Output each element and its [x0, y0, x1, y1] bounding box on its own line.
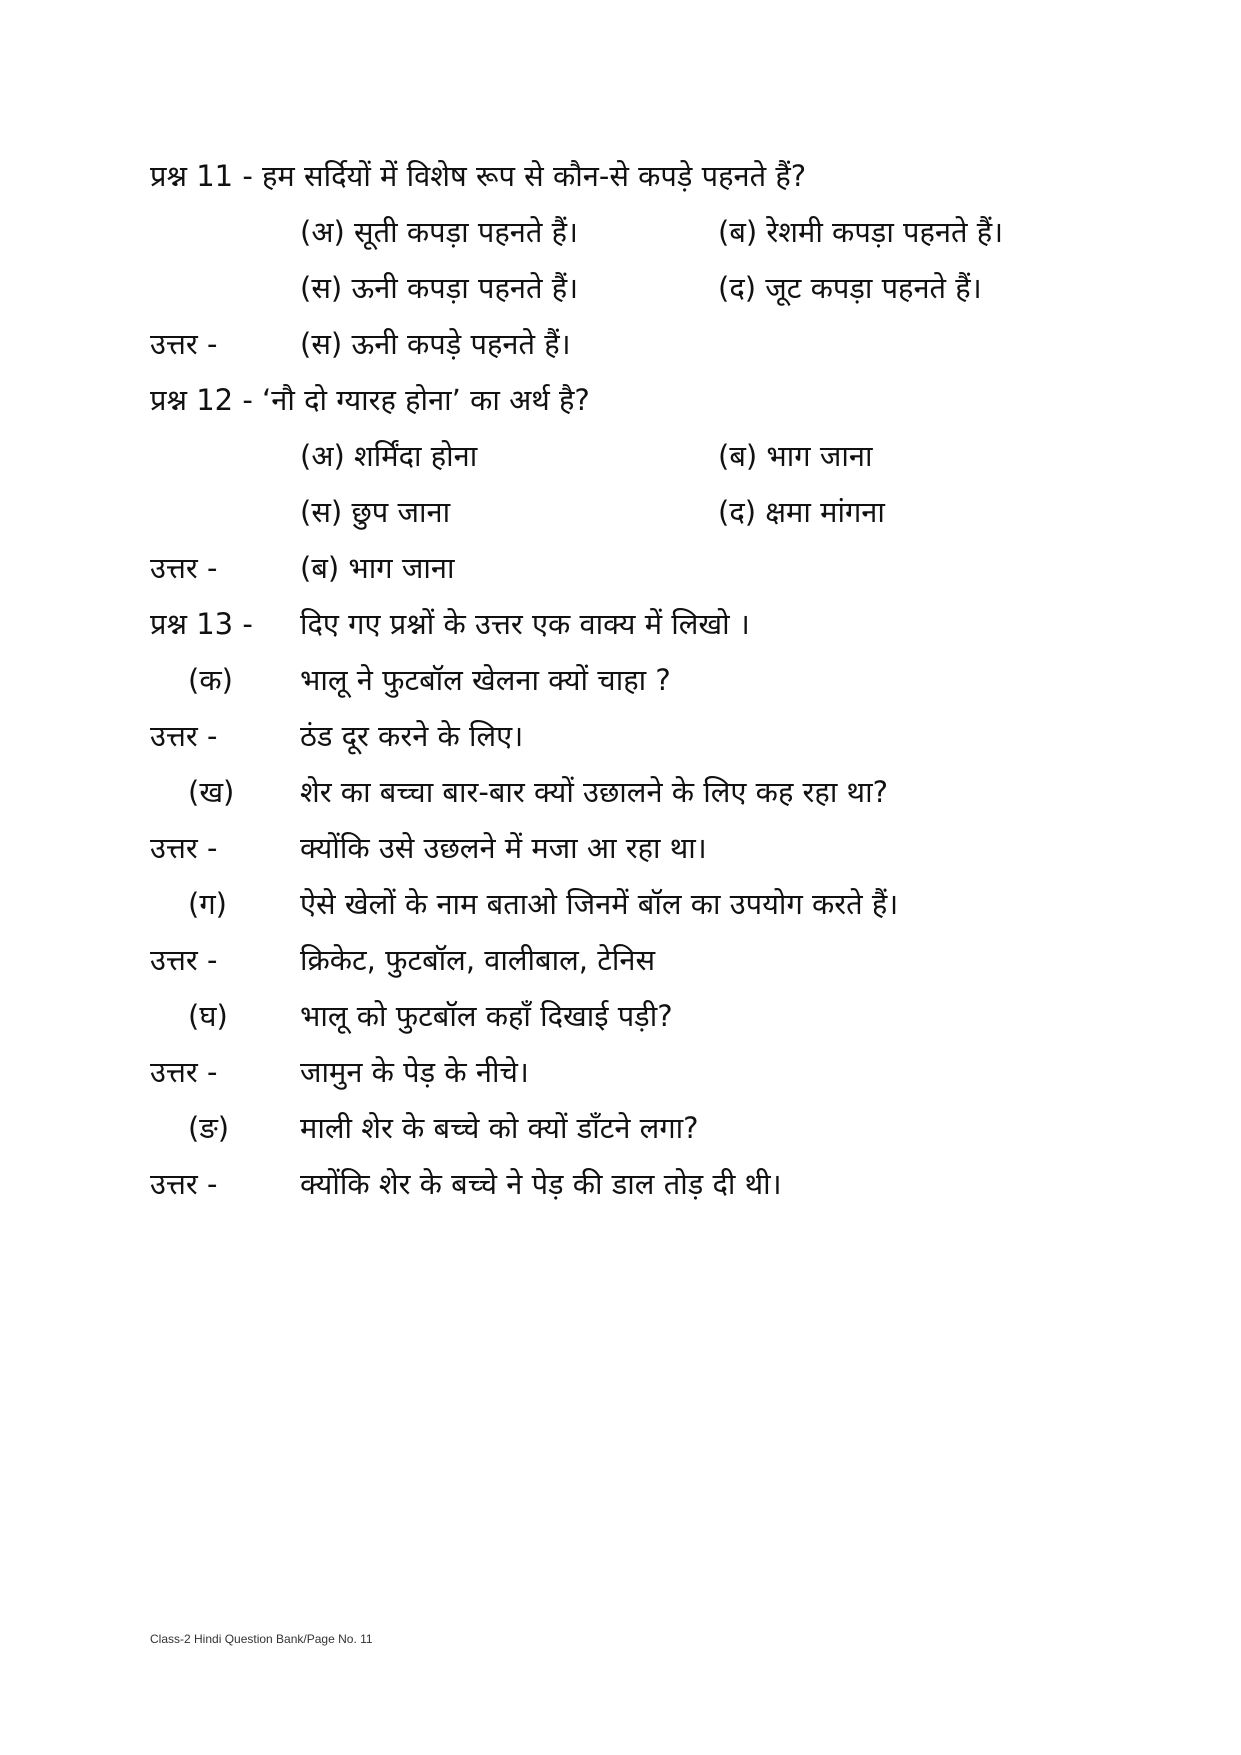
sub-answer-row	[0, 1044, 1241, 1100]
sub-question-marker: (क)	[188, 663, 233, 697]
question-12-option-b: (ब) भाग जाना	[718, 439, 873, 473]
question-11-options-row-1	[0, 204, 1241, 260]
question-11-options-row-2	[0, 260, 1241, 316]
sub-answer-text: जामुन के पेड़ के नीचे।	[300, 1055, 529, 1089]
question-11-option-d: (द) जूट कपड़ा पहनते हैं।	[718, 271, 982, 305]
sub-answer-text: ठंड दूर करने के लिए।	[300, 719, 524, 753]
question-12-option-c: (स) छुप जाना	[300, 495, 451, 529]
question-12-options-row-2	[0, 484, 1241, 540]
sub-question-row	[0, 1100, 1241, 1156]
sub-question-row	[0, 764, 1241, 820]
question-11-option-c: (स) ऊनी कपड़ा पहनते हैं।	[300, 271, 579, 305]
sub-answer-label: उत्तर -	[150, 831, 218, 865]
sub-answer-row	[0, 820, 1241, 876]
sub-question-text: भालू ने फुटबॉल खेलना क्यों चाहा ?	[300, 663, 671, 697]
question-12-option-a: (अ) शर्मिंदा होना	[300, 439, 478, 473]
sub-question-row	[0, 876, 1241, 932]
sub-answer-label: उत्तर -	[150, 1055, 218, 1089]
sub-answer-text: क्योंकि उसे उछलने में मजा आ रहा था।	[300, 831, 707, 865]
sub-answer-label: उत्तर -	[150, 943, 218, 977]
sub-answer-row	[0, 1156, 1241, 1212]
question-13-row	[0, 596, 1241, 652]
sub-question-marker: (ङ)	[188, 1111, 230, 1145]
question-11-text: प्रश्न 11 - हम सर्दियों में विशेष रूप से कौन-से कपड़े पहनते हैं?	[150, 159, 807, 193]
question-12-option-d: (द) क्षमा मांगना	[718, 495, 885, 529]
question-12-row	[0, 372, 1241, 428]
question-11-answer-label: उत्तर -	[150, 327, 218, 361]
sub-answer-text: क्रिकेट, फुटबॉल, वालीबाल, टेनिस	[300, 943, 656, 977]
question-13-label: प्रश्न 13 -	[150, 607, 253, 641]
question-12-answer-row	[0, 540, 1241, 596]
sub-answer-row	[0, 932, 1241, 988]
sub-question-text: माली शेर के बच्चे को क्यों डाँटने लगा?	[300, 1111, 699, 1145]
question-12-answer: (ब) भाग जाना	[300, 551, 455, 585]
question-13-instruction: दिए गए प्रश्नों के उत्तर एक वाक्य में लिखो ।	[300, 607, 750, 641]
sub-question-marker: (ख)	[188, 775, 235, 809]
sub-question-row	[0, 988, 1241, 1044]
question-11-option-b: (ब) रेशमी कपड़ा पहनते हैं।	[718, 215, 1004, 249]
page-footer: Class-2 Hindi Question Bank/Page No. 11	[150, 1632, 373, 1646]
sub-question-text: ऐसे खेलों के नाम बताओ जिनमें बॉल का उपयोग करते हैं।	[300, 887, 899, 921]
sub-question-text: भालू को फुटबॉल कहाँ दिखाई पड़ी?	[300, 999, 673, 1033]
question-11-answer-row	[0, 316, 1241, 372]
question-11-option-a: (अ) सूती कपड़ा पहनते हैं।	[300, 215, 578, 249]
sub-question-text: शेर का बच्चा बार-बार क्यों उछालने के लिए कह रहा था?	[300, 775, 888, 809]
sub-question-marker: (घ)	[188, 999, 228, 1033]
sub-question-marker: (ग)	[188, 887, 227, 921]
question-12-options-row-1	[0, 428, 1241, 484]
sub-question-row	[0, 652, 1241, 708]
question-12-text: प्रश्न 12 - ‘नौ दो ग्यारह होना’ का अर्थ है?	[150, 383, 590, 417]
question-11-answer: (स) ऊनी कपड़े पहनते हैं।	[300, 327, 571, 361]
sub-answer-label: उत्तर -	[150, 719, 218, 753]
sub-answer-label: उत्तर -	[150, 1167, 218, 1201]
question-11-row	[0, 148, 1241, 204]
question-12-answer-label: उत्तर -	[150, 551, 218, 585]
sub-answer-text: क्योंकि शेर के बच्चे ने पेड़ की डाल तोड़ दी थी।	[300, 1167, 782, 1201]
sub-answer-row	[0, 708, 1241, 764]
